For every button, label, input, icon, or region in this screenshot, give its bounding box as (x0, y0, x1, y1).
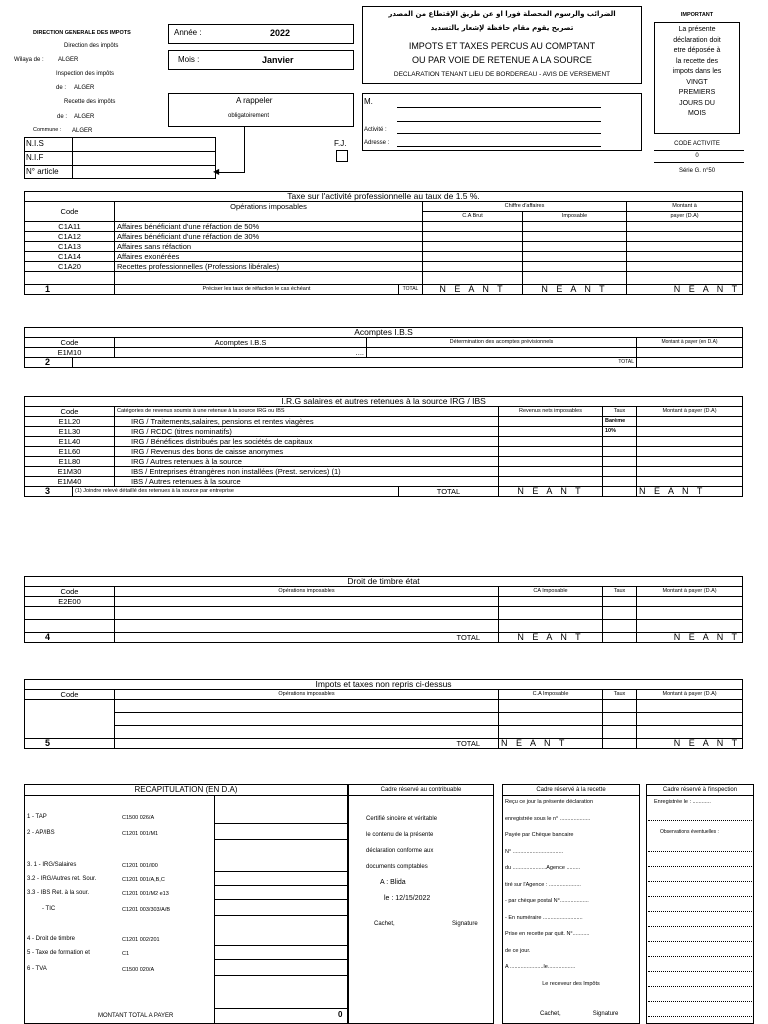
irg-title: I.R.G salaires et autres retenues à la source IRG / IBS (25, 397, 743, 407)
inspection-dotted-line[interactable] (648, 1001, 752, 1002)
table-row (25, 457, 743, 467)
important-line: impots dans les (672, 68, 722, 75)
recap-row-label: 3.3 - IBS Ret. à la sour. (27, 890, 90, 896)
ibs-row-dots[interactable]: .... (115, 348, 367, 358)
irg-row-code: E1L80 (25, 457, 115, 467)
inspection-value: ALGER (74, 85, 95, 91)
tap-row-imposable[interactable] (523, 262, 627, 272)
irg-row-code: E1L20 (25, 417, 115, 427)
irg-row-taux (603, 457, 637, 467)
tap-row-label: Affaires exonérées (115, 252, 423, 262)
contribuable-box (362, 93, 642, 151)
article-label: N° article (26, 167, 59, 176)
recette-line: enregistrée sous le n° .................... (505, 815, 591, 822)
recette-line: Prise en recette par quit. N°........... (505, 931, 590, 937)
inspection-dotted-line[interactable] (648, 926, 752, 927)
tap-row-code: C1A13 (25, 242, 115, 252)
timbre-title: Droit de timbre état (25, 577, 743, 587)
irg-row-taux (603, 477, 637, 487)
tap-table (24, 191, 743, 295)
annee-value[interactable]: 2022 (270, 28, 291, 38)
tap-row-code: C1A20 (25, 262, 115, 272)
recap-total-label: MONTANT TOTAL A PAYER (98, 1013, 174, 1019)
irg-row-label: IRG / Bénéfices distribués par les sociétés de capitaux (115, 437, 499, 447)
ibs-row-determination[interactable] (367, 348, 637, 358)
tap-row-label: Affaires sans réfaction (115, 242, 423, 252)
recap-row-code: C1201 001/M2 e13 (122, 891, 169, 897)
rappeler-label: A rappeler (236, 96, 273, 105)
contribuable-le[interactable]: le : 12/15/2022 (384, 895, 431, 902)
important-line: VINGT (686, 78, 708, 86)
table-row (25, 222, 743, 232)
tap-row-ca-brut[interactable] (423, 252, 523, 262)
autres-col-operations: Opérations imposables (115, 690, 499, 700)
important-line: la recette des (675, 57, 719, 65)
contribuable-cachet: Cachet, (374, 921, 395, 927)
autres-table (24, 679, 743, 749)
recette-line: Payée par Chèque bancaire (505, 832, 574, 838)
recette-line: - En numéraire .......................... (505, 914, 583, 921)
irg-row-taux (603, 447, 637, 457)
irg-row-code: E1M30 (25, 467, 115, 477)
autres-col-code: Code (25, 690, 115, 700)
autres-neant-montant: N E A N T (637, 739, 743, 749)
ibs-col-code: Code (25, 338, 115, 348)
tap-row-code: C1A11 (25, 222, 115, 232)
irg-row-revenus[interactable] (499, 417, 603, 427)
wilaya-value: ALGER (58, 57, 79, 63)
irg-row-label: IBS / Entreprises étrangères non installées (Prest. services) (1) (115, 467, 499, 477)
recap-row-amount[interactable] (214, 839, 348, 840)
recap-row-amount[interactable] (214, 945, 348, 946)
tap-row-montant[interactable] (627, 262, 743, 272)
important-text (654, 25, 740, 120)
irg-col-revenus: Revenus nets imposables (499, 407, 603, 417)
tap-col-imposable: Imposable (523, 212, 627, 222)
inspection-dotted-line[interactable] (648, 1016, 752, 1017)
autres-title: Impots et taxes non repris ci-dessus (25, 680, 743, 690)
ibs-row-code: E1M10 (25, 348, 115, 358)
tap-col-montant: Montant à (627, 202, 743, 212)
recette-line: - par chèque postal N°................... (505, 898, 589, 904)
ibs-total-montant[interactable] (637, 358, 743, 368)
timbre-table (24, 576, 743, 643)
irg-row-montant[interactable] (637, 447, 743, 457)
important-line: La présente (678, 26, 716, 33)
timbre-neant-ca: N E A N T (499, 633, 603, 643)
important-line: PREMIERS (678, 89, 716, 96)
recap-row-code: C1500 026/A (122, 815, 155, 821)
irg-row-label: IRG / Autres retenues à la source (115, 457, 499, 467)
recap-row-amount[interactable] (214, 915, 348, 916)
irg-row-montant[interactable] (637, 467, 743, 477)
ibs-col-montant: Montant à payer (en D.A) (637, 338, 743, 348)
recette-line: Le receveur des Impôts (542, 980, 600, 987)
recap-row-code: C1201 002/201 (122, 937, 160, 943)
tap-row-label: Affaires bénéficiant d'une réfaction de 30% (115, 232, 423, 242)
irg-row-revenus[interactable] (499, 457, 603, 467)
inspection-dotted-line[interactable] (648, 851, 752, 852)
recap-row-label: 5 - Taxe de formation et (27, 950, 90, 956)
commune-label: Commune : (33, 127, 62, 133)
irg-row-code: E1L30 (25, 427, 115, 437)
irg-total-label: TOTAL (399, 487, 499, 497)
table-row (25, 467, 743, 477)
recap-box (24, 784, 348, 1024)
tap-col-operations: Opérations imposables (115, 202, 423, 222)
annee-label: Année : (174, 28, 202, 37)
irg-row-montant[interactable] (637, 457, 743, 467)
tap-row-label: Affaires bénéficiant d'une réfaction de 50% (115, 222, 423, 232)
important-line: JOURS DU (679, 99, 715, 107)
direction-impots: Direction des impôts (64, 43, 119, 49)
important-line: déclaration doit (673, 36, 721, 44)
timbre-col-operations: Opérations imposables (115, 587, 499, 597)
irg-row-revenus[interactable] (499, 427, 603, 437)
irg-row-montant[interactable] (637, 427, 743, 437)
table-row (25, 427, 743, 437)
tap-neant-imposable: N E A N T (523, 285, 627, 295)
irg-table (24, 396, 743, 497)
table-row (25, 447, 743, 457)
tap-row-code: C1A14 (25, 252, 115, 262)
tap-row-imposable[interactable] (523, 252, 627, 262)
tap-num: 1 (25, 285, 115, 295)
recap-title: RECAPITULATION (EN D.A) (134, 785, 238, 794)
irg-col-montant: Montant à payer (D.A) (637, 407, 743, 417)
recap-row-amount[interactable] (214, 871, 348, 872)
inspection-dotted-line[interactable] (648, 881, 752, 882)
contribuable-line-2: le contenu de la présente (366, 832, 434, 838)
inspection-dotted-line[interactable] (648, 986, 752, 987)
inspection-de-label: de : (56, 85, 67, 91)
tap-row-montant[interactable] (627, 252, 743, 262)
autres-col-taux: Taux (603, 690, 637, 700)
irg-neant-revenus: N E A N T (499, 487, 603, 497)
timbre-col-code: Code (25, 587, 115, 597)
irg-row-revenus[interactable] (499, 447, 603, 457)
autres-neant-ca: N E A N T (499, 739, 603, 749)
code-activite-label: CODE ACTIVITE (674, 141, 720, 147)
contribuable-line-4: documents comptables (366, 864, 428, 870)
title-line-1: IMPOTS ET TAXES PERCUS AU COMPTANT (408, 41, 596, 51)
autres-col-montant: Montant à payer (D.A) (637, 690, 743, 700)
inspection-dotted-line[interactable] (648, 866, 752, 867)
wilaya-label: Wilaya de : (14, 57, 44, 63)
recap-row-label: 1 - TAP (27, 814, 47, 820)
irg-row-montant[interactable] (637, 437, 743, 447)
tap-row-label: Recettes professionnelles (Professions libérales) (115, 262, 423, 272)
inspection-dotted-line[interactable] (648, 896, 752, 897)
tap-row-montant[interactable] (627, 242, 743, 252)
contribuable-title: Cadre réservé au contribuable (380, 787, 462, 793)
table-row (25, 437, 743, 447)
recap-row-label: 4 - Droit de timbre (27, 936, 76, 942)
code-activite-value[interactable]: 0 (695, 153, 699, 159)
irg-footer-note: (1) Joindre relevé détaillé des retenues à la source par entreprise (73, 487, 399, 497)
tap-row-imposable[interactable] (523, 242, 627, 252)
recap-row-code: C1 (122, 951, 130, 957)
recette-line: de ce jour. (505, 947, 531, 954)
recette-line: A ......................le.................. (505, 964, 576, 970)
recap-row-amount[interactable] (214, 959, 348, 960)
recap-row-code: C1201 001/A,B,C (122, 877, 165, 883)
inspection-observations: Observations éventuelles : (660, 829, 719, 835)
tap-neant-montant: N E A N T (627, 285, 743, 295)
irg-row-label: IBS / Autres retenues à la source (115, 477, 499, 487)
recette-line: du ......................Agence ......... (505, 865, 581, 871)
table-row (25, 242, 743, 252)
recap-row-amount[interactable] (214, 975, 348, 976)
ibs-col-determination: Détermination des acomptes prévisionnels (367, 338, 637, 348)
inspection-dotted-line[interactable] (648, 941, 752, 942)
recap-total-value: 0 (338, 1010, 343, 1019)
irg-row-revenus[interactable] (499, 467, 603, 477)
tap-col-ca: Chiffre d'affaires (423, 202, 627, 212)
recap-row-code: C1201 001/M1 (122, 831, 159, 837)
tap-row-code: C1A12 (25, 232, 115, 242)
recette-label: Recette des impôts (64, 99, 116, 105)
adresse-label: Adresse : (364, 140, 390, 146)
contribuable-signature: Signature (452, 921, 478, 927)
tap-row-ca-brut[interactable] (423, 222, 523, 232)
irg-row-montant[interactable] (637, 477, 743, 487)
contribuable-line-3: déclaration conforme aux (366, 848, 434, 854)
recette-title: Cadre réservé à la recette (536, 787, 606, 793)
tap-neant-brut: N E A N T (423, 285, 523, 295)
ibs-table (24, 327, 743, 368)
inspection-dotted-line[interactable] (648, 956, 752, 957)
timbre-total-label: TOTAL (115, 633, 499, 643)
recette-cachet: Cachet, Signature (540, 1011, 619, 1017)
tap-footer-note: Préciser les taux de réfaction le cas échéant (115, 285, 399, 295)
tap-row-ca-brut[interactable] (423, 262, 523, 272)
irg-row-label: IRG / Traitements,salaires, pensions et rentes viagères (115, 417, 499, 427)
irg-neant-montant: N E A N T (637, 487, 743, 497)
recap-row-code: C1201 003/303/A/B (122, 907, 171, 913)
tap-total-label: TOTAL (399, 285, 423, 295)
direction-generale: DIRECTION GENERALE DES IMPOTS (33, 30, 131, 36)
irg-row-code: E1L40 (25, 437, 115, 447)
title-line-3: DECLARATION TENANT LIEU DE BORDEREAU - AVIS DE VERSEMENT (393, 71, 611, 78)
recap-row-label: 3.2 - IRG/Autres ret. Sour. (27, 876, 97, 882)
arrow-left-icon: ◀ (213, 167, 220, 176)
autres-total-label: TOTAL (115, 739, 499, 749)
tap-col-payer: payer (D.A) (627, 212, 743, 222)
inspection-title: Cadre réservé à l'inspection (662, 787, 738, 793)
irg-row-taux: 10% (603, 427, 637, 437)
irg-row-label: IRG / RCDC (titres nominatifs) (115, 427, 499, 437)
table-row (25, 477, 743, 487)
timbre-num: 4 (25, 633, 115, 643)
recap-row-code: C1500 020/A (122, 967, 155, 973)
irg-col-code: Code (25, 407, 115, 417)
tap-row-montant[interactable] (627, 222, 743, 232)
tap-row-ca-brut[interactable] (423, 242, 523, 252)
recap-row-label: 2 - AP/IBS (27, 830, 55, 836)
inspection-enregistree[interactable]: Enregistrée le : ............ (654, 799, 711, 805)
mois-value[interactable]: Janvier (262, 55, 294, 65)
tap-row-imposable[interactable] (523, 222, 627, 232)
recette-de-label: de : (57, 114, 68, 120)
inspection-dotted-line[interactable] (648, 820, 752, 821)
recap-row-amount[interactable] (214, 899, 348, 900)
irg-row-revenus[interactable] (499, 437, 603, 447)
timbre-col-taux: Taux (603, 587, 637, 597)
timbre-row-code: E2E00 (25, 597, 115, 607)
arabic-title-1: الضرائب والرسوم المحصلة فورا او عن طريق الإقتطاع من المصدر (388, 10, 616, 18)
tap-row-imposable[interactable] (523, 232, 627, 242)
tap-row-montant[interactable] (627, 232, 743, 242)
ibs-row-montant[interactable] (637, 348, 743, 358)
irg-row-taux: Barème (603, 417, 637, 427)
m-label: M. (364, 97, 373, 106)
nis-label: N.I.S (26, 139, 44, 148)
inspection-label: Inspection des impôts (56, 71, 115, 77)
tap-col-code: Code (25, 202, 115, 222)
important-title: IMPORTANT (680, 12, 714, 18)
fj-label: F.J. (334, 139, 347, 148)
irg-col-taux: Taux (603, 407, 637, 417)
irg-col-categories: Catégories de revenus soumis à une retenue à la source IRG ou IBS (115, 407, 499, 417)
irg-row-label: IRG / Revenus des bons de caisse anonymes (115, 447, 499, 457)
irg-row-code: E1L60 (25, 447, 115, 457)
recette-line: Reçu ce jour la présente déclaration (505, 799, 594, 805)
inspection-dotted-line[interactable] (648, 971, 752, 972)
ibs-title: Acomptes I.B.S (25, 328, 743, 338)
recap-row-amount[interactable] (214, 885, 348, 886)
table-row (25, 252, 743, 262)
timbre-col-ca: CA Imposable (499, 587, 603, 597)
activite-label: Activité : (364, 127, 387, 133)
recette-line: tiré sur l'Agence : ..................... (505, 881, 581, 888)
mois-label: Mois : (178, 55, 200, 64)
ibs-num: 2 (25, 358, 73, 368)
fj-checkbox[interactable] (336, 150, 348, 162)
table-row (25, 417, 743, 427)
ibs-total-label: TOTAL (73, 358, 637, 368)
recap-row-amount[interactable] (214, 823, 348, 824)
autres-col-ca: C.A Imposable (499, 690, 603, 700)
timbre-col-montant: Montant à payer (D.A) (637, 587, 743, 597)
important-line: MOIS (688, 110, 706, 117)
inspection-dotted-line[interactable] (648, 911, 752, 912)
title-line-2: OU PAR VOIE DE RETENUE A LA SOURCE (412, 55, 592, 65)
tap-title: Taxe sur l'activité professionnelle au taux de 1.5 %. (25, 192, 743, 202)
recap-row-code: C1201 001/l00 (122, 863, 158, 869)
irg-row-code: E1M40 (25, 477, 115, 487)
table-row (25, 262, 743, 272)
irg-row-montant[interactable] (637, 417, 743, 427)
irg-row-taux (603, 467, 637, 477)
ibs-col-acomptes: Acomptes I.B.S (115, 338, 367, 348)
commune-value: ALGER (72, 128, 93, 134)
autres-num: 5 (25, 739, 115, 749)
timbre-neant-montant: N E A N T (637, 633, 743, 643)
tap-col-ca-brut: C.A Brut (423, 212, 523, 222)
recap-row-label: 3. 1 - IRG/Salaires (27, 862, 77, 868)
recette-line: N° ................................. (505, 848, 564, 855)
recette-value: ALGER (74, 114, 95, 120)
irg-row-revenus[interactable] (499, 477, 603, 487)
recap-row-label: 6 - TVA (27, 966, 47, 972)
contribuable-a[interactable]: A : Blida (380, 879, 406, 886)
tap-row-ca-brut[interactable] (423, 232, 523, 242)
irg-num: 3 (25, 487, 73, 497)
table-row (25, 232, 743, 242)
obligatoirement-label: obligatoirement (228, 113, 270, 119)
important-line: etre déposée à (673, 47, 721, 54)
recap-row-label: - TIC (42, 906, 56, 912)
arabic-title-2: تصريح يقوم مقام حافظة لإشعار بالتسديد (430, 24, 574, 32)
contribuable-line-1: Certifié sincère et véritable (366, 816, 438, 822)
irg-row-taux (603, 437, 637, 447)
serie-label: Série G. n°50 (678, 168, 716, 174)
nif-label: N.I.F (26, 153, 44, 162)
